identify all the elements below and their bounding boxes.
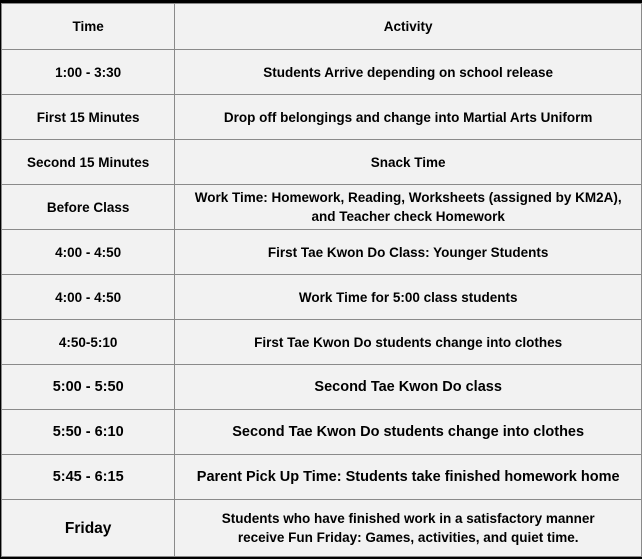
time-cell: 5:45 - 6:15 — [2, 455, 175, 500]
activity-line: Work Time: Homework, Reading, Worksheets (assigned by KM2A), — [194, 190, 622, 205]
table-row — [2, 410, 642, 455]
time-cell: Before Class — [2, 185, 175, 230]
table-row — [2, 50, 642, 95]
table-row — [2, 185, 642, 230]
time-cell: 5:00 - 5:50 — [2, 365, 175, 410]
activity-cell — [175, 185, 642, 230]
table-row — [2, 95, 642, 140]
activity-cell: Second Tae Kwon Do class — [175, 365, 642, 410]
activity-cell: Second Tae Kwon Do students change into clothes — [175, 410, 642, 455]
table-row — [2, 140, 642, 185]
header-activity: Activity — [175, 4, 642, 50]
time-cell: First 15 Minutes — [2, 95, 175, 140]
activity-cell: Parent Pick Up Time: Students take finished homework home — [175, 455, 642, 500]
time-cell: 4:00 - 4:50 — [2, 275, 175, 320]
schedule-table — [1, 3, 642, 557]
table-row — [2, 365, 642, 410]
activity-cell: Students Arrive depending on school release — [175, 50, 642, 95]
activity-line: receive Fun Friday: Games, activities, and quiet time. — [237, 530, 579, 545]
table-row — [2, 320, 642, 365]
activity-cell: Drop off belongings and change into Martial Arts Uniform — [175, 95, 642, 140]
table-row — [2, 230, 642, 275]
activity-line: Students who have finished work in a satisfactory manner — [221, 511, 595, 526]
activity-cell: Snack Time — [175, 140, 642, 185]
activity-cell — [175, 500, 642, 557]
activity-cell: Work Time for 5:00 class students — [175, 275, 642, 320]
time-cell: 4:00 - 4:50 — [2, 230, 175, 275]
table-row — [2, 500, 642, 557]
time-cell: Second 15 Minutes — [2, 140, 175, 185]
activity-line: and Teacher check Homework — [311, 209, 505, 224]
time-cell: 1:00 - 3:30 — [2, 50, 175, 95]
time-cell: 4:50-5:10 — [2, 320, 175, 365]
time-cell: 5:50 - 6:10 — [2, 410, 175, 455]
activity-cell: First Tae Kwon Do students change into clothes — [175, 320, 642, 365]
header-row — [2, 4, 642, 50]
table-row — [2, 455, 642, 500]
time-cell: Friday — [2, 500, 175, 557]
header-time: Time — [2, 4, 175, 50]
table-row — [2, 275, 642, 320]
activity-cell: First Tae Kwon Do Class: Younger Students — [175, 230, 642, 275]
